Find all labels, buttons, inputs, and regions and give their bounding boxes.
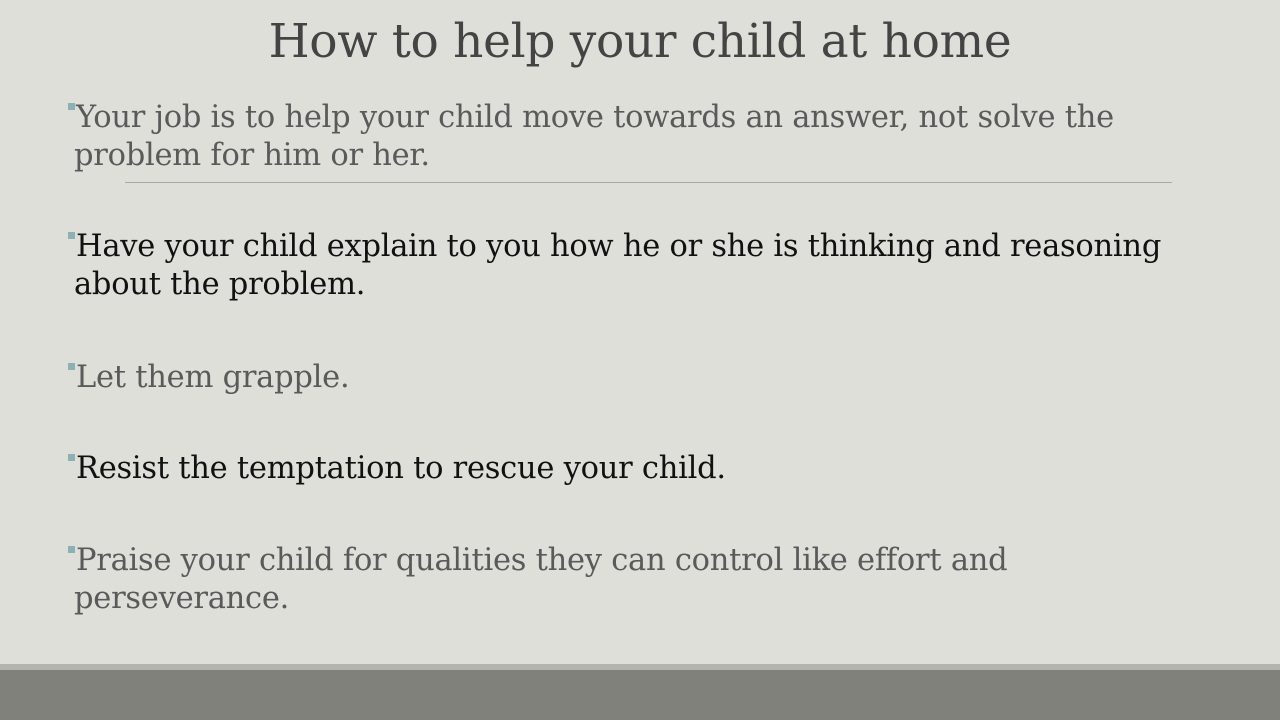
- bullet-item: [74, 450, 1194, 488]
- bullet-item: [74, 359, 1194, 397]
- bullet-text: Praise your child for qualities they can control like effort and perseverance.: [74, 543, 1008, 616]
- square-bullet-icon: [68, 103, 75, 110]
- bullet-text: Your job is to help your child move towards an answer, not solve the problem for him or her.: [74, 100, 1114, 173]
- slide-title: How to help your child at home: [268, 14, 1012, 69]
- square-bullet-icon: [68, 363, 75, 370]
- square-bullet-icon: [68, 454, 75, 461]
- divider-line: [125, 182, 1172, 183]
- bullet-text: Have your child explain to you how he or she is thinking and reasoning about the problem.: [74, 229, 1162, 302]
- bullet-text: Let them grapple.: [76, 360, 350, 395]
- bullet-text: Resist the temptation to rescue your child.: [76, 451, 726, 486]
- bullet-item: [74, 542, 1194, 618]
- bullet-item: [74, 99, 1194, 175]
- square-bullet-icon: [68, 232, 75, 239]
- square-bullet-icon: [68, 546, 75, 553]
- bullet-item: [74, 228, 1194, 304]
- footer-bar: [0, 670, 1280, 720]
